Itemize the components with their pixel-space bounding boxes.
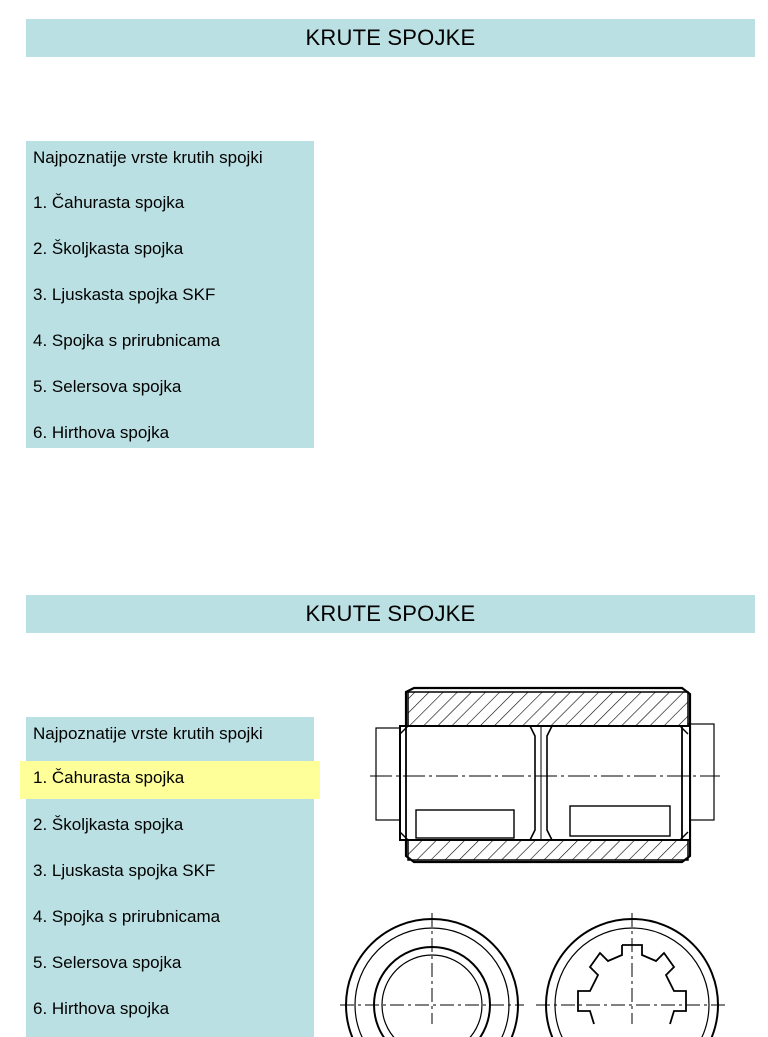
list-item: 4. Spojka s prirubnicama [33, 331, 221, 350]
end-view-plain [340, 913, 524, 1037]
list-item: 4. Spojka s prirubnicama [33, 907, 221, 926]
sleeve-coupling-end-views-drawing [340, 905, 730, 1024]
list-heading: Najpoznatije vrste krutih spojki [33, 724, 263, 743]
list-item: 5. Selersova spojka [33, 377, 182, 396]
list-item: 6. Hirthova spojka [33, 423, 170, 442]
list-item: 3. Ljuskasta spojka SKF [33, 285, 216, 304]
list-item: 3. Ljuskasta spojka SKF [33, 861, 216, 880]
slide-title: KRUTE SPOJKE [26, 19, 755, 57]
slide-title: KRUTE SPOJKE [26, 595, 755, 633]
list-item: 1. Čahurasta spojka [33, 193, 185, 212]
list-item: 6. Hirthova spojka [33, 999, 170, 1018]
sleeve-coupling-section-drawing [370, 680, 730, 870]
list-item: 2. Školjkasta spojka [33, 239, 184, 258]
list-item: 5. Selersova spojka [33, 953, 182, 972]
end-view-splined [536, 913, 728, 1037]
list-item: 2. Školjkasta spojka [33, 815, 184, 834]
list-item-highlighted: 1. Čahurasta spojka [33, 768, 185, 787]
list-heading: Najpoznatije vrste krutih spojki [33, 148, 263, 167]
